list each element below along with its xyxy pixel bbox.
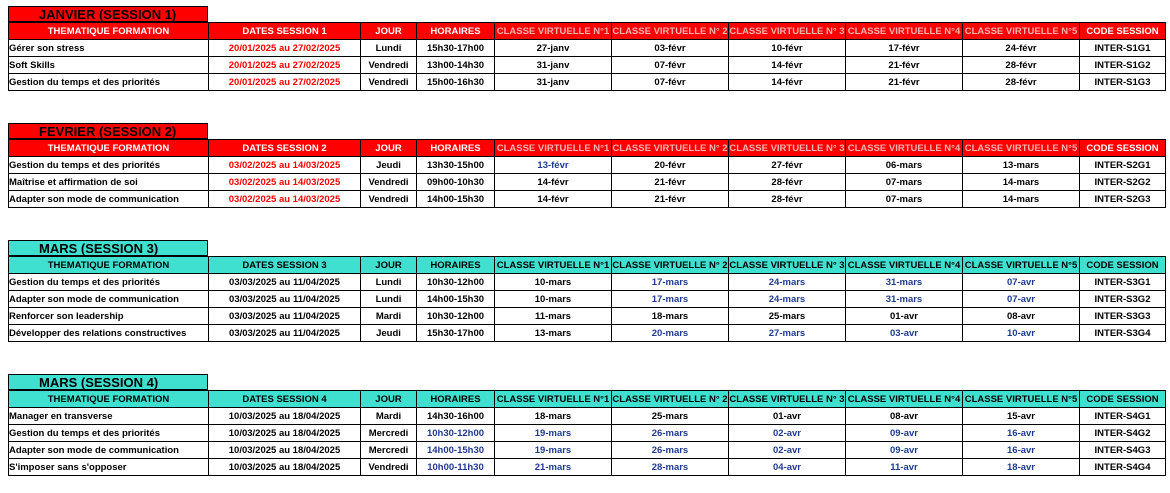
cell-cv2: 17-mars (612, 274, 729, 291)
header-horaires: HORAIRES (417, 257, 495, 274)
cell-code: INTER-S1G2 (1080, 57, 1166, 74)
cell-cv2: 28-mars (612, 459, 729, 476)
header-cv1: CLASSE VIRTUELLE N°1 (495, 257, 612, 274)
header-cv3: CLASSE VIRTUELLE N° 3 (729, 257, 846, 274)
cell-cv2: 20-mars (612, 325, 729, 342)
table-row (9, 57, 1166, 74)
cell-cv1: 31-janv (495, 57, 612, 74)
cell-dates: 10/03/2025 au 18/04/2025 (209, 442, 361, 459)
table-row (9, 74, 1166, 91)
cell-cv3: 04-avr (729, 459, 846, 476)
cell-theme: Gestion du temps et des priorités (9, 425, 209, 442)
cell-cv1: 19-mars (495, 425, 612, 442)
cell-jour: Vendredi (361, 459, 417, 476)
cell-jour: Lundi (361, 274, 417, 291)
header-dates: DATES SESSION 3 (209, 257, 361, 274)
cell-dates: 10/03/2025 au 18/04/2025 (209, 459, 361, 476)
header-cv2: CLASSE VIRTUELLE N° 2 (612, 391, 729, 408)
cell-cv2: 21-févr (612, 191, 729, 208)
table-row (9, 174, 1166, 191)
cell-code: INTER-S3G1 (1080, 274, 1166, 291)
cell-cv2: 21-févr (612, 174, 729, 191)
cell-cv5: 28-févr (963, 57, 1080, 74)
cell-cv1: 19-mars (495, 442, 612, 459)
section-title: FEVRIER (SESSION 2) (8, 123, 208, 139)
cell-horaires: 14h00-15h30 (417, 291, 495, 308)
header-theme: THEMATIQUE FORMATION (9, 391, 209, 408)
header-cv4: CLASSE VIRTUELLE N°4 (846, 23, 963, 40)
table-row (9, 442, 1166, 459)
cell-horaires: 14h00-15h30 (417, 191, 495, 208)
header-row (9, 391, 1166, 408)
section-title: JANVIER (SESSION 1) (8, 6, 208, 22)
cell-code: INTER-S4G2 (1080, 425, 1166, 442)
cell-cv5: 14-mars (963, 191, 1080, 208)
cell-horaires: 14h30-16h00 (417, 408, 495, 425)
cell-cv2: 18-mars (612, 308, 729, 325)
header-cv4: CLASSE VIRTUELLE N°4 (846, 257, 963, 274)
cell-cv4: 31-mars (846, 291, 963, 308)
cell-cv5: 15-avr (963, 408, 1080, 425)
cell-cv4: 09-avr (846, 442, 963, 459)
cell-horaires: 10h30-12h00 (417, 425, 495, 442)
session-table (8, 22, 1166, 91)
cell-cv3: 27-mars (729, 325, 846, 342)
cell-cv1: 21-mars (495, 459, 612, 476)
cell-jour: Mardi (361, 408, 417, 425)
cell-cv2: 07-févr (612, 57, 729, 74)
cell-code: INTER-S3G3 (1080, 308, 1166, 325)
header-dates: DATES SESSION 2 (209, 140, 361, 157)
header-cv3: CLASSE VIRTUELLE N° 3 (729, 140, 846, 157)
cell-jour: Jeudi (361, 325, 417, 342)
cell-cv4: 17-févr (846, 40, 963, 57)
cell-cv5: 13-mars (963, 157, 1080, 174)
cell-cv2: 07-févr (612, 74, 729, 91)
header-row (9, 257, 1166, 274)
header-cv4: CLASSE VIRTUELLE N°4 (846, 391, 963, 408)
table-row (9, 191, 1166, 208)
cell-cv3: 28-févr (729, 191, 846, 208)
header-jour: JOUR (361, 391, 417, 408)
cell-code: INTER-S1G3 (1080, 74, 1166, 91)
cell-jour: Vendredi (361, 191, 417, 208)
cell-horaires: 10h30-12h00 (417, 274, 495, 291)
cell-theme: Adapter son mode de communication (9, 291, 209, 308)
cell-dates: 03/03/2025 au 11/04/2025 (209, 291, 361, 308)
header-horaires: HORAIRES (417, 140, 495, 157)
table-row (9, 40, 1166, 57)
cell-cv3: 02-avr (729, 425, 846, 442)
section-title: MARS (SESSION 4) (8, 374, 208, 390)
cell-cv1: 18-mars (495, 408, 612, 425)
cell-cv1: 14-févr (495, 174, 612, 191)
cell-cv2: 17-mars (612, 291, 729, 308)
header-row (9, 23, 1166, 40)
cell-cv1: 14-févr (495, 191, 612, 208)
header-code: CODE SESSION (1080, 140, 1166, 157)
cell-dates: 03/03/2025 au 11/04/2025 (209, 274, 361, 291)
cell-code: INTER-S4G1 (1080, 408, 1166, 425)
cell-jour: Vendredi (361, 57, 417, 74)
cell-code: INTER-S3G4 (1080, 325, 1166, 342)
cell-cv1: 10-mars (495, 274, 612, 291)
header-dates: DATES SESSION 4 (209, 391, 361, 408)
cell-cv4: 21-févr (846, 57, 963, 74)
cell-dates: 10/03/2025 au 18/04/2025 (209, 408, 361, 425)
cell-dates: 20/01/2025 au 27/02/2025 (209, 74, 361, 91)
table-row (9, 459, 1166, 476)
cell-cv2: 20-févr (612, 157, 729, 174)
cell-code: INTER-S4G3 (1080, 442, 1166, 459)
cell-jour: Jeudi (361, 157, 417, 174)
cell-cv2: 25-mars (612, 408, 729, 425)
cell-horaires: 13h00-14h30 (417, 57, 495, 74)
cell-cv4: 31-mars (846, 274, 963, 291)
cell-dates: 03/03/2025 au 11/04/2025 (209, 308, 361, 325)
header-code: CODE SESSION (1080, 391, 1166, 408)
cell-theme: Développer des relations constructives (9, 325, 209, 342)
cell-jour: Vendredi (361, 174, 417, 191)
cell-cv4: 07-mars (846, 191, 963, 208)
cell-cv4: 08-avr (846, 408, 963, 425)
table-row (9, 425, 1166, 442)
cell-cv1: 27-janv (495, 40, 612, 57)
header-theme: THEMATIQUE FORMATION (9, 140, 209, 157)
cell-cv3: 14-févr (729, 57, 846, 74)
section-title: MARS (SESSION 3) (8, 240, 208, 256)
cell-cv4: 07-mars (846, 174, 963, 191)
cell-dates: 03/02/2025 au 14/03/2025 (209, 174, 361, 191)
session-table (8, 139, 1166, 208)
cell-cv3: 01-avr (729, 408, 846, 425)
cell-theme: Adapter son mode de communication (9, 191, 209, 208)
cell-horaires: 15h00-16h30 (417, 74, 495, 91)
cell-cv2: 26-mars (612, 442, 729, 459)
cell-cv4: 06-mars (846, 157, 963, 174)
cell-jour: Lundi (361, 291, 417, 308)
table-row (9, 325, 1166, 342)
cell-code: INTER-S1G1 (1080, 40, 1166, 57)
header-cv4: CLASSE VIRTUELLE N°4 (846, 140, 963, 157)
table-row (9, 157, 1166, 174)
cell-cv5: 14-mars (963, 174, 1080, 191)
cell-theme: Soft Skills (9, 57, 209, 74)
cell-cv1: 31-janv (495, 74, 612, 91)
cell-cv3: 24-mars (729, 291, 846, 308)
header-cv1: CLASSE VIRTUELLE N°1 (495, 23, 612, 40)
cell-cv5: 24-févr (963, 40, 1080, 57)
cell-theme: Gestion du temps et des priorités (9, 74, 209, 91)
cell-theme: Gestion du temps et des priorités (9, 274, 209, 291)
header-cv2: CLASSE VIRTUELLE N° 2 (612, 23, 729, 40)
cell-cv5: 28-févr (963, 74, 1080, 91)
header-code: CODE SESSION (1080, 23, 1166, 40)
cell-horaires: 09h00-10h30 (417, 174, 495, 191)
cell-cv3: 25-mars (729, 308, 846, 325)
table-row (9, 408, 1166, 425)
cell-cv1: 11-mars (495, 308, 612, 325)
table-row (9, 291, 1166, 308)
header-cv5: CLASSE VIRTUELLE N°5 (963, 140, 1080, 157)
cell-theme: S'imposer sans s'opposer (9, 459, 209, 476)
cell-cv3: 27-févr (729, 157, 846, 174)
cell-theme: Adapter son mode de communication (9, 442, 209, 459)
cell-cv5: 16-avr (963, 425, 1080, 442)
cell-dates: 03/02/2025 au 14/03/2025 (209, 191, 361, 208)
cell-cv3: 02-avr (729, 442, 846, 459)
cell-cv4: 21-févr (846, 74, 963, 91)
cell-horaires: 15h30-17h00 (417, 40, 495, 57)
header-cv1: CLASSE VIRTUELLE N°1 (495, 140, 612, 157)
cell-cv5: 16-avr (963, 442, 1080, 459)
cell-theme: Gestion du temps et des priorités (9, 157, 209, 174)
cell-code: INTER-S3G2 (1080, 291, 1166, 308)
cell-cv5: 08-avr (963, 308, 1080, 325)
cell-cv5: 10-avr (963, 325, 1080, 342)
cell-theme: Renforcer son leadership (9, 308, 209, 325)
header-jour: JOUR (361, 257, 417, 274)
cell-theme: Manager en transverse (9, 408, 209, 425)
cell-horaires: 10h00-11h30 (417, 459, 495, 476)
cell-cv3: 24-mars (729, 274, 846, 291)
cell-cv1: 10-mars (495, 291, 612, 308)
header-dates: DATES SESSION 1 (209, 23, 361, 40)
cell-cv4: 03-avr (846, 325, 963, 342)
cell-theme: Gérer son stress (9, 40, 209, 57)
session-table (8, 390, 1166, 476)
session-table (8, 256, 1166, 342)
cell-code: INTER-S2G1 (1080, 157, 1166, 174)
cell-dates: 10/03/2025 au 18/04/2025 (209, 425, 361, 442)
header-row (9, 140, 1166, 157)
header-code: CODE SESSION (1080, 257, 1166, 274)
header-horaires: HORAIRES (417, 23, 495, 40)
header-horaires: HORAIRES (417, 391, 495, 408)
cell-jour: Vendredi (361, 74, 417, 91)
header-cv1: CLASSE VIRTUELLE N°1 (495, 391, 612, 408)
cell-cv1: 13-févr (495, 157, 612, 174)
cell-code: INTER-S4G4 (1080, 459, 1166, 476)
cell-cv3: 14-févr (729, 74, 846, 91)
cell-jour: Mercredi (361, 425, 417, 442)
header-cv2: CLASSE VIRTUELLE N° 2 (612, 257, 729, 274)
cell-jour: Mardi (361, 308, 417, 325)
cell-cv5: 07-avr (963, 291, 1080, 308)
header-theme: THEMATIQUE FORMATION (9, 23, 209, 40)
cell-cv4: 01-avr (846, 308, 963, 325)
header-jour: JOUR (361, 140, 417, 157)
header-cv5: CLASSE VIRTUELLE N°5 (963, 257, 1080, 274)
cell-theme: Maîtrise et affirmation de soi (9, 174, 209, 191)
header-theme: THEMATIQUE FORMATION (9, 257, 209, 274)
header-cv3: CLASSE VIRTUELLE N° 3 (729, 23, 846, 40)
cell-code: INTER-S2G3 (1080, 191, 1166, 208)
cell-cv2: 03-févr (612, 40, 729, 57)
cell-cv5: 07-avr (963, 274, 1080, 291)
cell-cv3: 10-févr (729, 40, 846, 57)
cell-dates: 20/01/2025 au 27/02/2025 (209, 40, 361, 57)
cell-jour: Mercredi (361, 442, 417, 459)
cell-dates: 20/01/2025 au 27/02/2025 (209, 57, 361, 74)
cell-jour: Lundi (361, 40, 417, 57)
cell-horaires: 14h00-15h30 (417, 442, 495, 459)
cell-cv3: 28-févr (729, 174, 846, 191)
cell-cv5: 18-avr (963, 459, 1080, 476)
header-cv3: CLASSE VIRTUELLE N° 3 (729, 391, 846, 408)
cell-horaires: 13h30-15h00 (417, 157, 495, 174)
cell-horaires: 15h30-17h00 (417, 325, 495, 342)
header-cv5: CLASSE VIRTUELLE N°5 (963, 391, 1080, 408)
cell-horaires: 10h30-12h00 (417, 308, 495, 325)
cell-cv2: 26-mars (612, 425, 729, 442)
header-cv2: CLASSE VIRTUELLE N° 2 (612, 140, 729, 157)
table-row (9, 274, 1166, 291)
cell-cv4: 09-avr (846, 425, 963, 442)
cell-cv1: 13-mars (495, 325, 612, 342)
table-row (9, 308, 1166, 325)
header-cv5: CLASSE VIRTUELLE N°5 (963, 23, 1080, 40)
cell-code: INTER-S2G2 (1080, 174, 1166, 191)
cell-dates: 03/03/2025 au 11/04/2025 (209, 325, 361, 342)
cell-dates: 03/02/2025 au 14/03/2025 (209, 157, 361, 174)
header-jour: JOUR (361, 23, 417, 40)
cell-cv4: 11-avr (846, 459, 963, 476)
